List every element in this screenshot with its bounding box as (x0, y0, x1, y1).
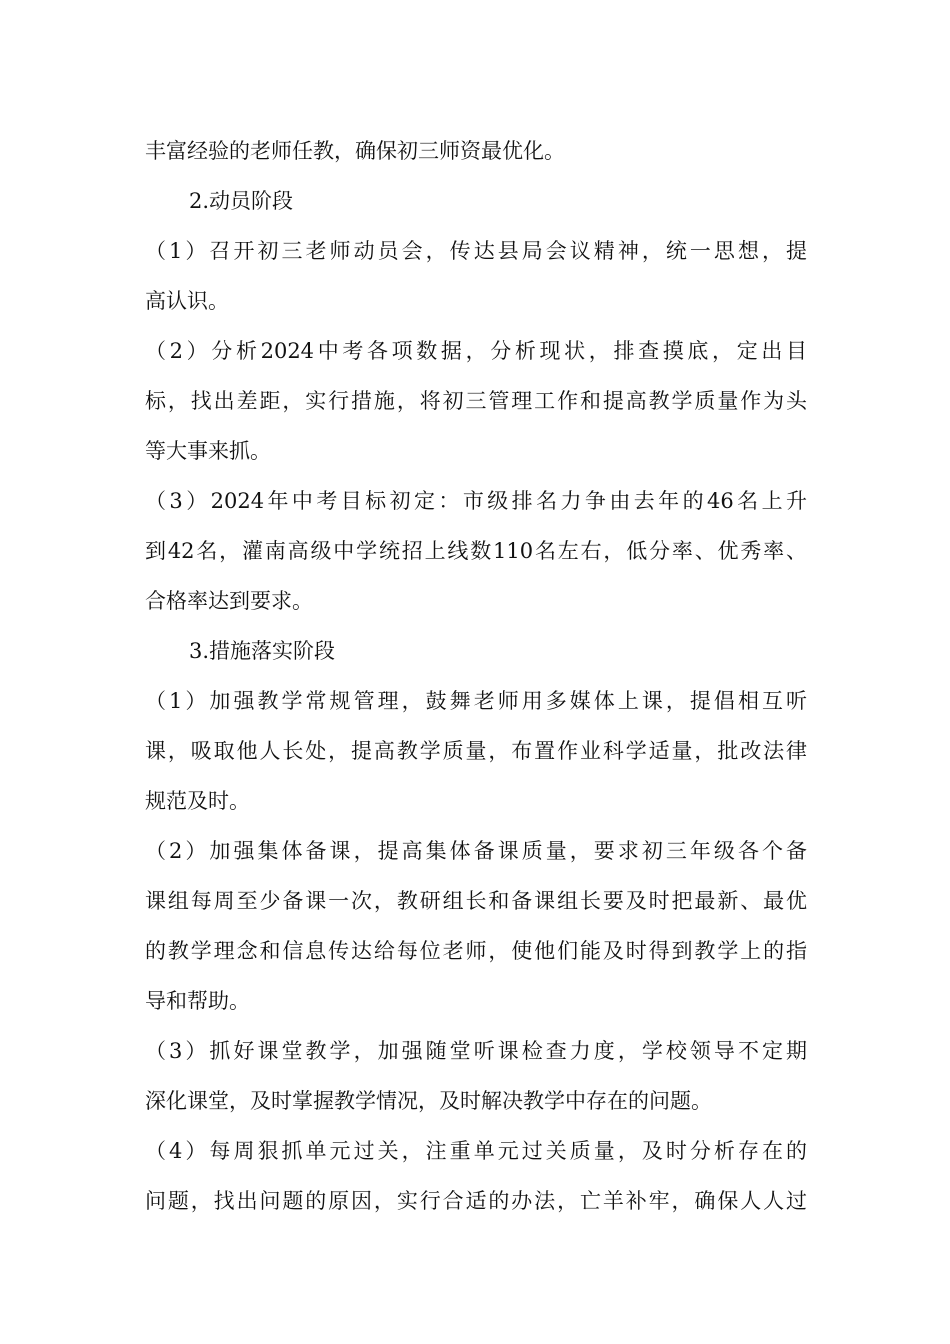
text-line-14: 规范及时。 (145, 789, 250, 813)
text-line-17: 的教学理念和信息传达给每位老师，使他们能及时得到教学上的指 (145, 939, 807, 963)
text-line-18: 导和帮助。 (145, 989, 250, 1013)
text-line-20: 深化课堂，及时掌握教学情况，及时解决教学中存在的问题。 (145, 1089, 712, 1113)
text-line-21: （4）每周狠抓单元过关，注重单元过关质量，及时分析存在的 (145, 1139, 807, 1163)
text-line-10: 合格率达到要求。 (145, 589, 313, 613)
section-heading-implementation: 3.措施落实阶段 (189, 639, 336, 663)
text-line-1: 丰富经验的老师任教，确保初三师资最优化。 (145, 139, 565, 163)
text-line-7: 等大事来抓。 (145, 439, 271, 463)
text-line-15: （2）加强集体备课，提高集体备课质量，要求初三年级各个备 (145, 839, 807, 863)
text-line-4: 高认识。 (145, 289, 229, 313)
text-line-6: 标，找出差距，实行措施，将初三管理工作和提高教学质量作为头 (145, 389, 807, 413)
text-line-5: （2）分析2024中考各项数据，分析现状，排查摸底，定出目 (145, 339, 807, 363)
text-line-3: （1）召开初三老师动员会，传达县局会议精神，统一思想，提 (145, 239, 807, 263)
text-line-9: 到42名，灌南高级中学统招上线数110名左右，低分率、优秀率、 (145, 539, 807, 563)
text-line-16: 课组每周至少备课一次，教研组长和备课组长要及时把最新、最优 (145, 889, 807, 913)
text-line-12: （1）加强教学常规管理，鼓舞老师用多媒体上课，提倡相互听 (145, 689, 807, 713)
text-line-19: （3）抓好课堂教学，加强随堂听课检查力度，学校领导不定期 (145, 1039, 807, 1063)
section-heading-mobilization: 2.动员阶段 (189, 189, 294, 213)
text-line-22: 问题，找出问题的原因，实行合适的办法，亡羊补牢，确保人人过 (145, 1189, 807, 1213)
text-line-8: （3）2024年中考目标初定：市级排名力争由去年的46名上升 (145, 489, 807, 513)
text-line-13: 课，吸取他人长处，提高教学质量，布置作业科学适量，批改法律 (145, 739, 807, 763)
